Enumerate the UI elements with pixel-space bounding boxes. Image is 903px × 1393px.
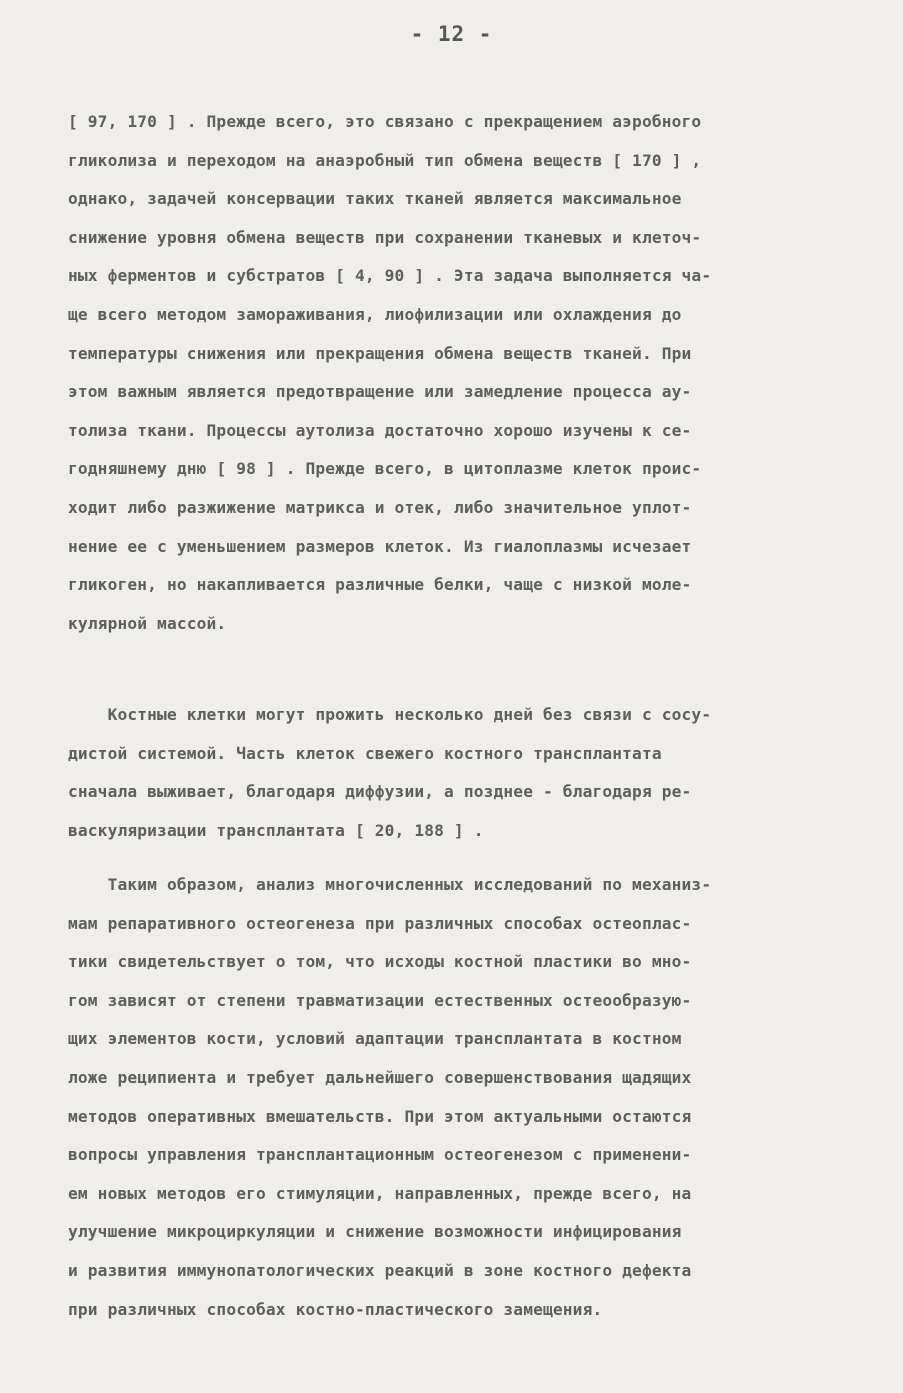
text-line: гликоген, но накапливается различные белки, чаще с низкой моле- [68,575,692,595]
text-line: [ 97, 170 ] . Прежде всего, это связано с прекращением аэробного [68,112,702,131]
text-line: гликолиза и переходом на анаэробный тип обмена веществ [ 170 ] , [68,150,702,170]
text-line: снижение уровня обмена веществ при сохранении тканевых и клеточ- [68,227,702,247]
text-line: васкуляризации трансплантата [ 20, 188 ] . [68,820,484,840]
text-line: дистой системой. Часть клеток свежего костного трансплантата [68,743,662,763]
text-line: однако, задачей консервации таких тканей является максимальное [68,189,682,209]
text-line: годняшнему дню [ 98 ] . Прежде всего, в цитоплазме клеток проис- [68,459,702,479]
text-line: ем новых методов его стимуляции, направленных, прежде всего, на [68,1183,692,1203]
text-line: толиза ткани. Процессы аутолиза достаточно хорошо изучены к се- [68,420,692,440]
text-line: ходит либо разжижение матрикса и отек, либо значительное уплот- [68,497,692,517]
text-line: улучшение микроциркуляции и снижение возможности инфицирования [68,1222,682,1242]
text-line: ложе реципиента и требует дальнейшего совершенствования щадящих [68,1067,692,1087]
text-line: ных ферментов и субстратов [ 4, 90 ] . Эта задача выполняется ча- [68,266,712,286]
text-line: методов оперативных вмешательств. При этом актуальными остаются [68,1106,692,1126]
text-line: тики свидетельствует о том, что исходы костной пластики во мно- [68,952,692,972]
paragraph-2 [68,696,864,850]
text-line: кулярной массой. [68,613,227,633]
text-line: гом зависят от степени травматизации естественных остеообразую- [68,990,692,1010]
page-number: - 12 - [410,22,493,46]
text-line: нение ее с уменьшением размеров клеток. Из гиалоплазмы исчезает [68,536,692,556]
text-line: мам репаративного остеогенеза при различных способах остеоплас- [68,913,692,933]
text-line: этом важным является предотвращение или замедление процесса ау- [68,382,692,402]
text-line: Таким образом, анализ многочисленных исследований по механиз- [68,875,712,894]
text-line: и развития иммунопатологических реакций в зоне костного дефекта [68,1260,692,1280]
text-line: при различных способах костно-пластического замещения. [68,1299,603,1319]
paragraph-3 [68,866,864,1329]
paragraph-1 [68,103,864,643]
text-line: щих элементов кости, условий адаптации трансплантата в костном [68,1029,682,1049]
text-line: Костные клетки могут прожить несколько дней без связи с сосу- [68,705,712,724]
text-line: ще всего методом замораживания, лиофилизации или охлаждения до [68,304,682,324]
text-line: сначала выживает, благодаря диффузии, а позднее - благодаря ре- [68,782,692,802]
text-line: вопросы управления трансплантационным остеогенезом с применени- [68,1145,692,1165]
text-line: температуры снижения или прекращения обмена веществ тканей. При [68,343,692,363]
